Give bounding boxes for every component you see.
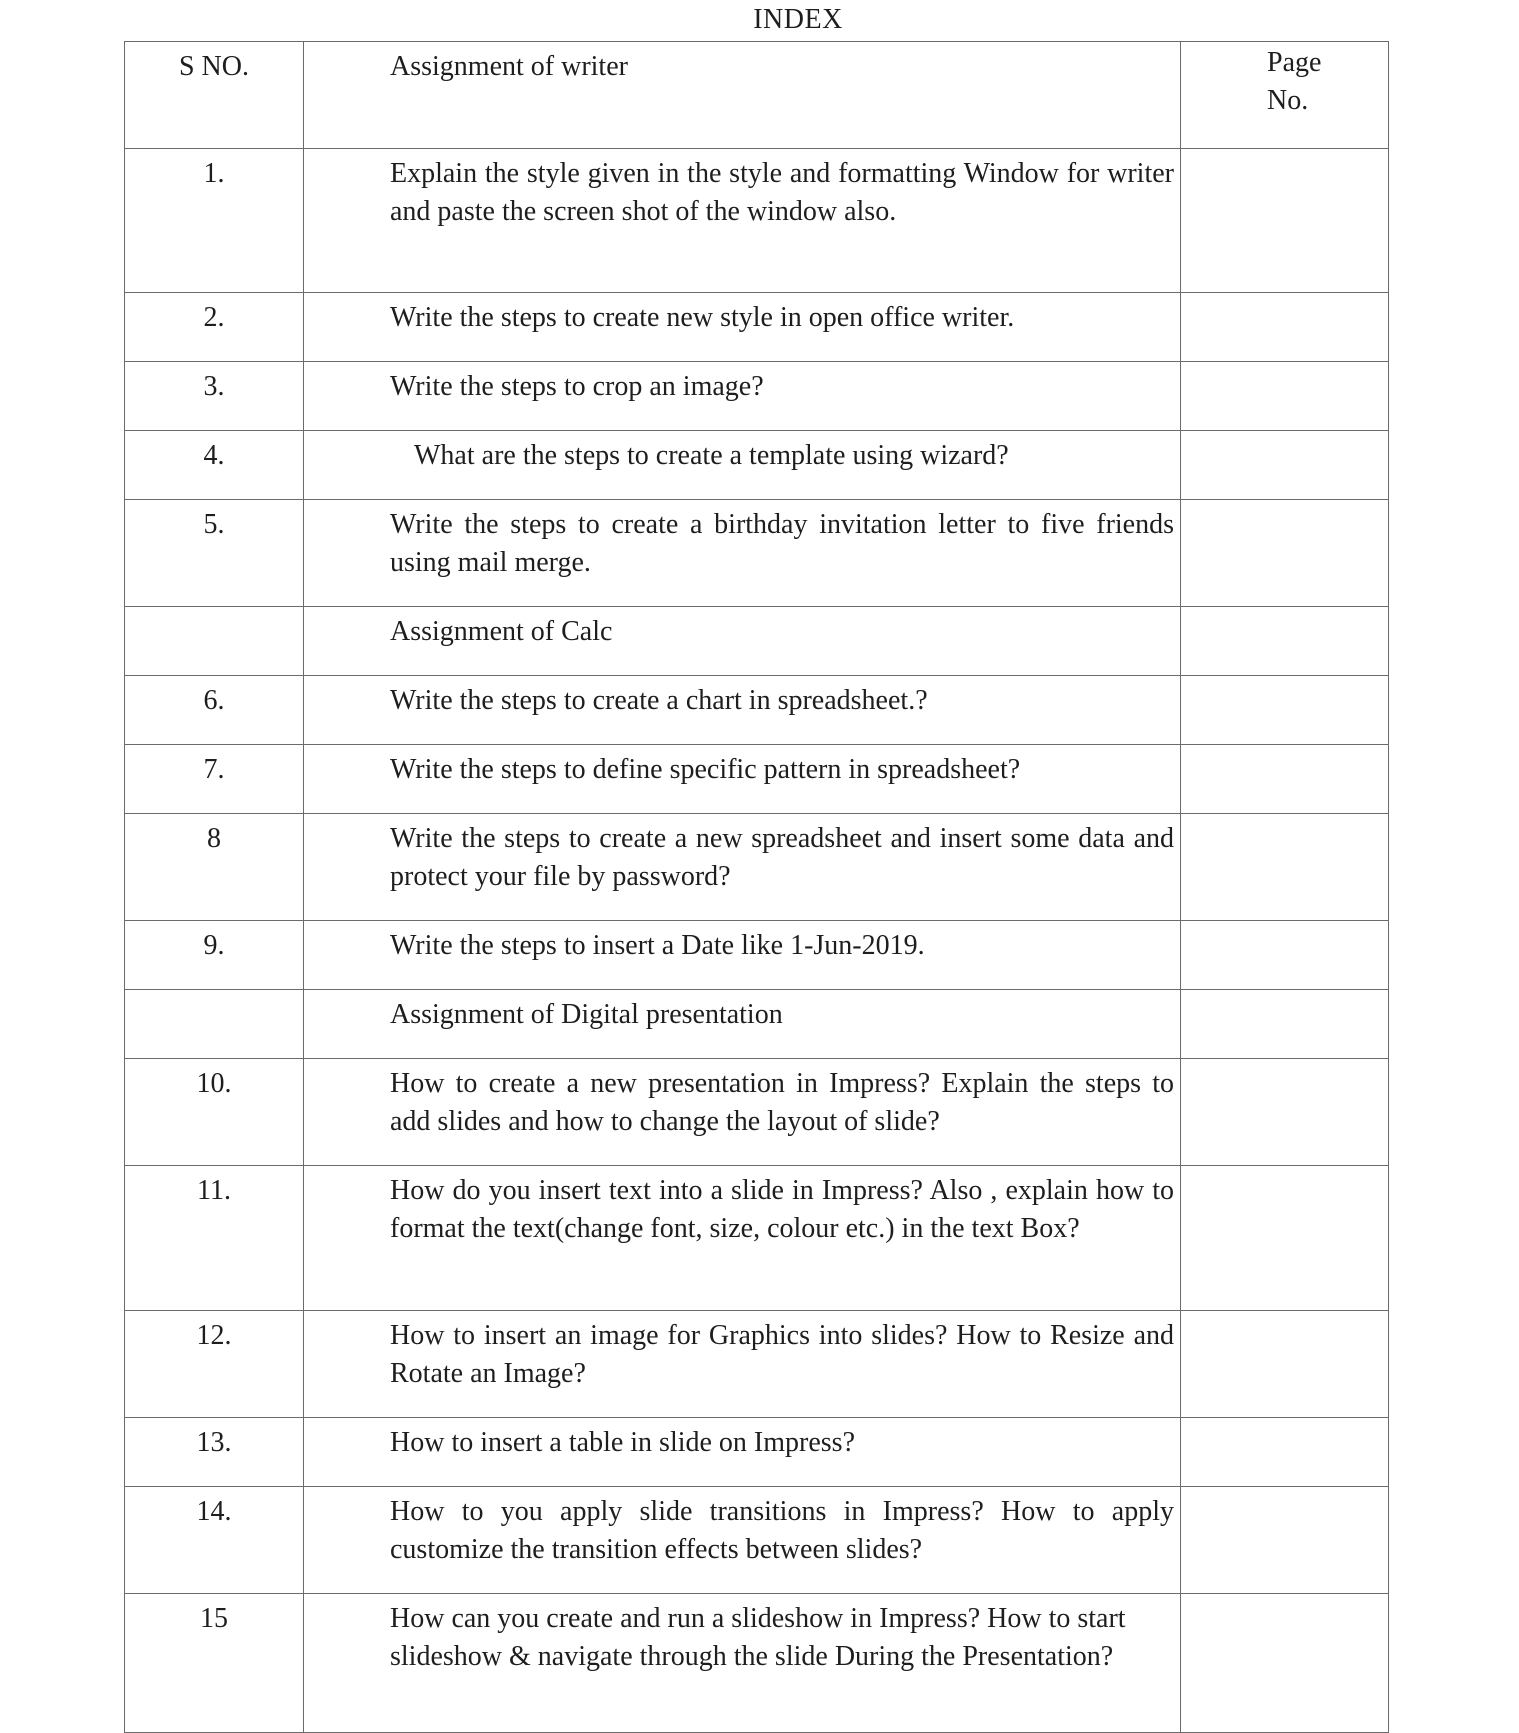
header-page: [1181, 42, 1389, 149]
row-page-cell: [1181, 1311, 1389, 1418]
table-row: [125, 1594, 1389, 1733]
table-row: [125, 1166, 1389, 1311]
table-row: [125, 362, 1389, 431]
row-text: How to you apply slide transitions in Impress? How to apply customize the transition effects between slides?: [304, 1487, 1181, 1594]
row-text: How to create a new presentation in Impress? Explain the steps to add slides and how to change the layout of slide?: [304, 1059, 1181, 1166]
table-row: [125, 1487, 1389, 1594]
row-sno: 15: [125, 1594, 304, 1733]
table-row: [125, 814, 1389, 921]
row-sno: 13.: [125, 1418, 304, 1487]
row-page-cell: [1181, 990, 1389, 1059]
row-sno: 14.: [125, 1487, 304, 1594]
section-row: [125, 607, 1389, 676]
table-row: [125, 1311, 1389, 1418]
row-sno: 8: [125, 814, 304, 921]
row-sno: 5.: [125, 500, 304, 607]
row-text: Explain the style given in the style and formatting Window for writer and paste the screen shot of the window also.: [304, 149, 1181, 293]
section-row: [125, 990, 1389, 1059]
row-sno: 3.: [125, 362, 304, 431]
row-page-cell: [1181, 431, 1389, 500]
row-sno: 12.: [125, 1311, 304, 1418]
table-row: [125, 431, 1389, 500]
section-heading: Assignment of Calc: [304, 607, 1181, 676]
row-page-cell: [1181, 745, 1389, 814]
table-header-row: [125, 42, 1389, 149]
table-row: [125, 293, 1389, 362]
row-page-cell: [1181, 1059, 1389, 1166]
row-page-cell: [1181, 1594, 1389, 1733]
row-text: Write the steps to define specific pattern in spreadsheet?: [304, 745, 1181, 814]
row-text: How to insert a table in slide on Impress?: [304, 1418, 1181, 1487]
row-sno: [125, 607, 304, 676]
row-sno: 7.: [125, 745, 304, 814]
row-sno: 1.: [125, 149, 304, 293]
row-page-cell: [1181, 500, 1389, 607]
row-page-cell: [1181, 921, 1389, 990]
table-row: [125, 1059, 1389, 1166]
row-sno: 4.: [125, 431, 304, 500]
table-row: [125, 500, 1389, 607]
row-sno: 2.: [125, 293, 304, 362]
row-text: How do you insert text into a slide in Impress? Also , explain how to format the text(change font, size, colour etc.) in the text Box?: [304, 1166, 1181, 1311]
section-heading: Assignment of Digital presentation: [304, 990, 1181, 1059]
index-table: [124, 41, 1389, 1733]
table-row: [125, 921, 1389, 990]
row-sno: 11.: [125, 1166, 304, 1311]
row-text: Write the steps to create new style in open office writer.: [304, 293, 1181, 362]
row-text: What are the steps to create a template using wizard?: [304, 431, 1181, 500]
row-page-cell: [1181, 1166, 1389, 1311]
row-text: How can you create and run a slideshow in Impress? How to start slideshow & navigate through the slide During the Presentation?: [304, 1594, 1181, 1733]
row-text: Write the steps to create a birthday invitation letter to five friends using mail merge.: [304, 500, 1181, 607]
row-text: Write the steps to create a new spreadsheet and insert some data and protect your file by password?: [304, 814, 1181, 921]
row-text: How to insert an image for Graphics into slides? How to Resize and Rotate an Image?: [304, 1311, 1181, 1418]
row-sno: [125, 990, 304, 1059]
row-page-cell: [1181, 1487, 1389, 1594]
table-row: [125, 149, 1389, 293]
row-sno: 9.: [125, 921, 304, 990]
page-title: INDEX: [753, 4, 843, 35]
row-page-cell: [1181, 1418, 1389, 1487]
row-page-cell: [1181, 362, 1389, 431]
header-sno: S NO.: [125, 42, 304, 149]
table-row: [125, 1418, 1389, 1487]
header-assignment: Assignment of writer: [304, 42, 1181, 149]
row-page-cell: [1181, 293, 1389, 362]
row-text: Write the steps to insert a Date like 1-Jun-2019.: [304, 921, 1181, 990]
table-row: [125, 676, 1389, 745]
row-text: Write the steps to crop an image?: [304, 362, 1181, 431]
header-page-label: Page No.: [1267, 47, 1322, 116]
row-page-cell: [1181, 676, 1389, 745]
row-page-cell: [1181, 814, 1389, 921]
row-page-cell: [1181, 149, 1389, 293]
table-row: [125, 745, 1389, 814]
row-text: Write the steps to create a chart in spreadsheet.?: [304, 676, 1181, 745]
row-sno: 10.: [125, 1059, 304, 1166]
row-sno: 6.: [125, 676, 304, 745]
row-page-cell: [1181, 607, 1389, 676]
